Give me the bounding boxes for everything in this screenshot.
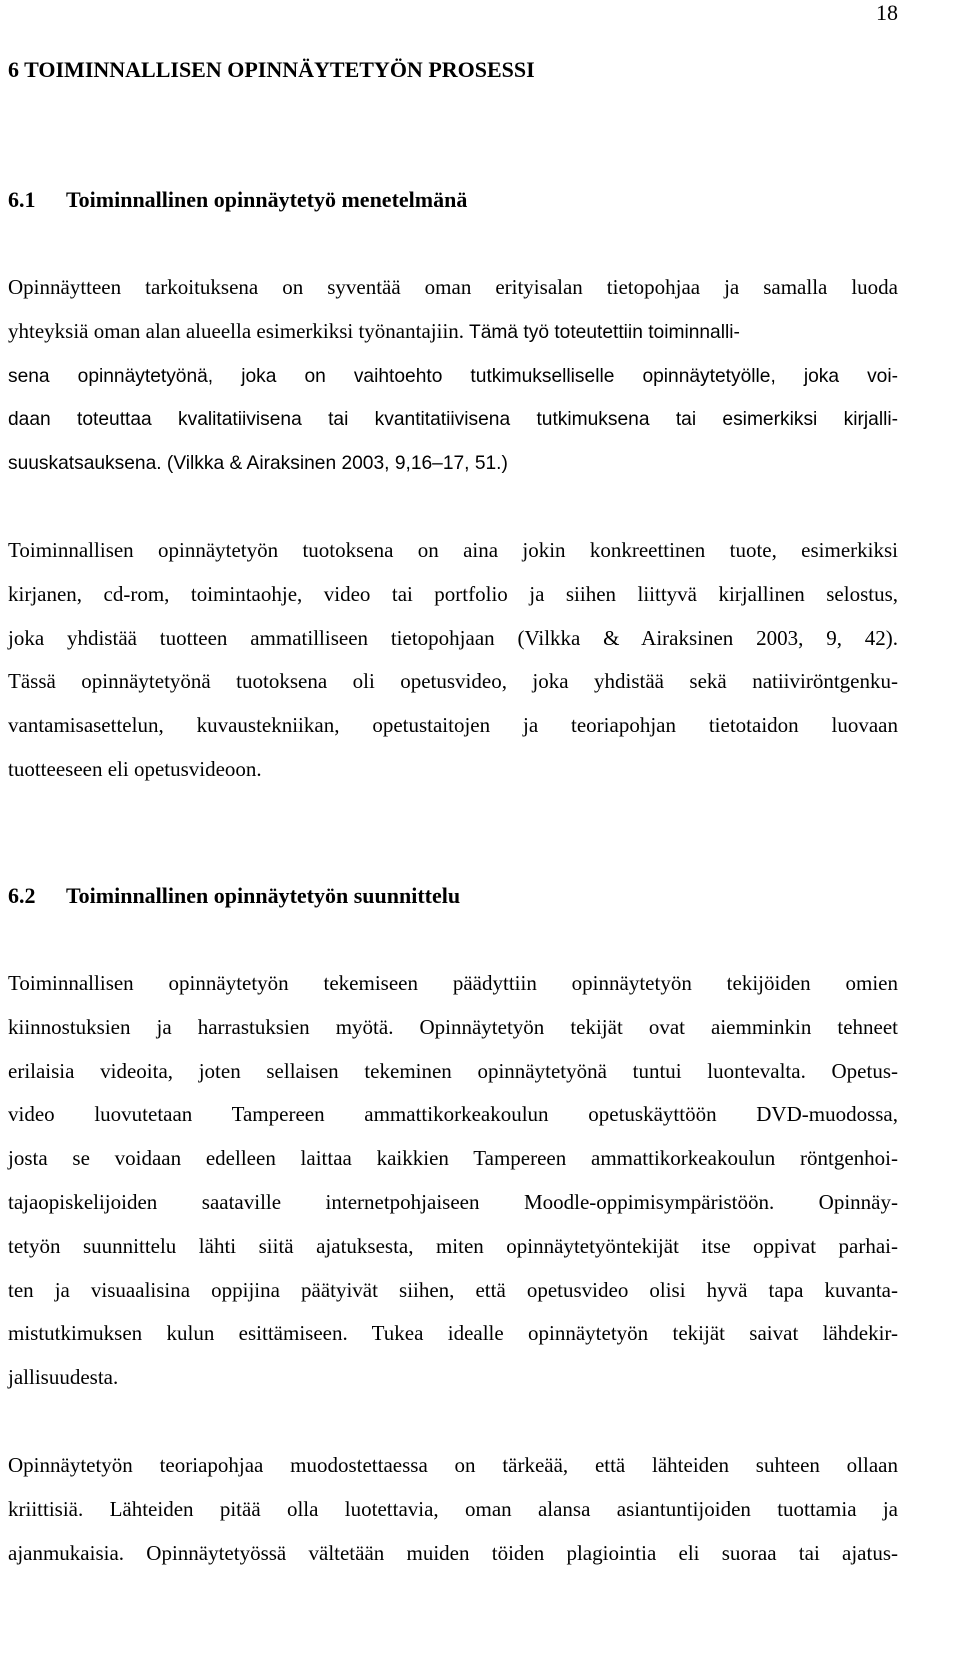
section-title-text: Toiminnallinen opinnäytetyön suunnittelu	[66, 883, 461, 908]
paragraph-line: sena opinnäytetyönä, joka on vaihtoehto tutkimukselliselle opinnäytetyölle, joka voi-	[8, 365, 898, 387]
paragraph-line: suuskatsauksena. (Vilkka & Airaksinen 2003, 9,16–17, 51.)	[8, 453, 508, 475]
chapter-title: 6 TOIMINNALLISEN OPINNÄYTETYÖN PROSESSI	[8, 57, 535, 82]
paragraph-line: Toiminnallisen opinnäytetyön tuotoksena on aina jokin konkreettinen tuote, esimerkiksi	[8, 538, 898, 562]
paragraph-line-mixed	[8, 310, 898, 355]
section-number: 6.1	[8, 187, 36, 212]
paragraph-line-part: yhteyksiä oman alan alueella esimerkiksi työnantajiin.	[8, 318, 465, 343]
paragraph-line: tuotteeseen eli opetusvideoon.	[8, 756, 262, 781]
paragraph-line-part: Tämä työ toteutettiin toiminnalli-	[464, 321, 740, 343]
paragraph-line: tetyön suunnittelu lähti siitä ajatuksesta, miten opinnäytetyöntekijät itse oppivat parhai-	[8, 1233, 898, 1258]
paragraph-line: kiinnostuksien ja harrastuksien myötä. Opinnäytetyön tekijät ovat aiemminkin tehneet	[8, 1014, 898, 1039]
paragraph-line: kirjanen, cd-rom, toimintaohje, video tai portfolio ja siihen liittyvä kirjallinen selostus,	[8, 581, 898, 606]
paragraph-line: Opinnäytteen tarkoituksena on syventää oman erityisalan tietopohjaa ja samalla luoda	[8, 275, 898, 299]
paragraph-line: ajanmukaisia. Opinnäytetyössä vältetään muiden töiden plagiointia eli suoraa tai ajatus-	[8, 1540, 898, 1565]
paragraph-line: kriittisiä. Lähteiden pitää olla luotettavia, oman alansa asiantuntijoiden tuottamia ja	[8, 1496, 898, 1521]
paragraph-6-2-2	[8, 1444, 898, 1575]
paragraph-line: josta se voidaan edelleen laittaa kaikkien Tampereen ammattikorkeakoulun röntgenhoi-	[8, 1146, 898, 1171]
paragraph-line: ten ja visuaalisina oppijina päätyivät siihen, että opetusvideo olisi hyvä tapa kuvanta-	[8, 1277, 898, 1302]
paragraph-line: Tässä opinnäytetyönä tuotoksena oli opetusvideo, joka yhdistää sekä natiiviröntgenku-	[8, 669, 898, 694]
section-heading-6-2	[8, 882, 460, 910]
section-title-text: Toiminnallinen opinnäytetyö menetelmänä	[66, 187, 468, 212]
paragraph-line: jallisuudesta.	[8, 1365, 119, 1390]
paragraph-6-2-1	[8, 962, 898, 1400]
paragraph-line: video luovutetaan Tampereen ammattikorkeakoulun opetuskäyttöön DVD-muodossa,	[8, 1102, 898, 1127]
section-heading-6-1	[8, 186, 467, 214]
paragraph-line: erilaisia videoita, joten sellaisen tekeminen opinnäytetyönä tuntui luontevalta. Opetus-	[8, 1058, 898, 1083]
paragraph-6-1-1	[8, 266, 898, 486]
paragraph-line: mistutkimuksen kulun esittämiseen. Tukea idealle opinnäytetyön tekijät saivat lähdekir-	[8, 1321, 898, 1346]
paragraph-line: Opinnäytetyön teoriapohjaa muodostettaessa on tärkeää, että lähteiden suhteen ollaan	[8, 1453, 898, 1477]
paragraph-line: tajaopiskelijoiden saataville internetpohjaiseen Moodle-oppimisympäristöön. Opinnäy-	[8, 1189, 898, 1214]
section-number: 6.2	[8, 883, 36, 908]
paragraph-line: joka yhdistää tuotteen ammatilliseen tietopohjaan (Vilkka & Airaksinen 2003, 9, 42).	[8, 625, 898, 650]
page-number: 18	[876, 0, 898, 25]
paragraph-6-1-2	[8, 529, 898, 792]
paragraph-line: vantamisasettelun, kuvaustekniikan, opetustaitojen ja teoriapohjan tietotaidon luovaan	[8, 713, 898, 738]
paragraph-line: daan toteuttaa kvalitatiivisena tai kvantitatiivisena tutkimuksena tai esimerkiksi kirjalli-	[8, 409, 898, 431]
paragraph-line: Toiminnallisen opinnäytetyön tekemiseen päädyttiin opinnäytetyön tekijöiden omien	[8, 971, 898, 995]
